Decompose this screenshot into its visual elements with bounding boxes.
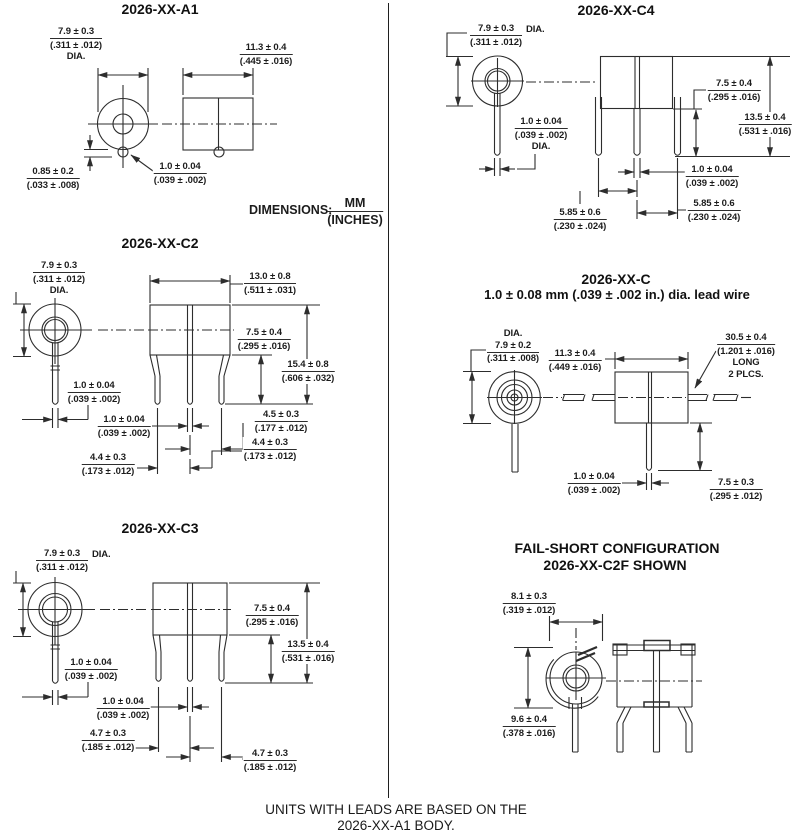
c4-side-view bbox=[596, 57, 681, 156]
in-value: (.039 ± .002) bbox=[96, 709, 150, 721]
in-value: (.039 ± .002) bbox=[567, 484, 621, 496]
dim-c4-standoff bbox=[707, 78, 762, 103]
mm-value: 7.9 ± 0.3 bbox=[33, 260, 85, 273]
mm-value: 4.5 ± 0.3 bbox=[255, 409, 308, 422]
dim-c-lead-dia bbox=[567, 471, 622, 496]
mm-value: 1.0 ± 0.04 bbox=[568, 471, 621, 484]
fail-short-clip-arc bbox=[546, 659, 598, 708]
in-value: (.378 ± .016) bbox=[502, 727, 556, 739]
in-value: (.531 ± .016) bbox=[281, 652, 335, 664]
dia-suffix: DIA. bbox=[49, 285, 69, 296]
in-value: (.039 ± .002) bbox=[97, 427, 151, 439]
dim-c4-lead-dia bbox=[685, 164, 740, 189]
in-value: (.311 ± .012) bbox=[470, 36, 522, 48]
mm-value: 4.4 ± 0.3 bbox=[244, 437, 297, 450]
dim-c-lead-length bbox=[716, 332, 776, 380]
dim-c2-total-height bbox=[281, 359, 336, 384]
in-value: (.039 ± .002) bbox=[64, 670, 118, 682]
in-value: (.311 ± .012) bbox=[50, 39, 102, 51]
dim-a1-body-length bbox=[239, 42, 294, 67]
mm-value: 5.85 ± 0.6 bbox=[688, 198, 741, 211]
in-value: (.173 ± .012) bbox=[243, 450, 297, 462]
in-value: (.230 ± .024) bbox=[687, 211, 741, 223]
in-value: (.033 ± .008) bbox=[26, 179, 80, 191]
mm-value: 1.0 ± 0.04 bbox=[686, 164, 739, 177]
dim-c4-body-dia bbox=[469, 23, 545, 48]
axial-lead-break-left bbox=[563, 395, 586, 401]
mm-value: 7.9 ± 0.2 bbox=[487, 340, 539, 353]
c3-title: 2026-XX-C3 bbox=[121, 520, 199, 536]
in-value: (.039 ± .002) bbox=[153, 174, 207, 186]
dim-c2-pitch-right bbox=[254, 409, 309, 434]
footnote-line1: UNITS WITH LEADS ARE BASED ON THE bbox=[265, 802, 527, 817]
mm-value: 4.4 ± 0.3 bbox=[82, 452, 135, 465]
dim-a1-body-dia bbox=[49, 26, 103, 63]
dim-c3-standoff bbox=[245, 603, 300, 628]
dim-c4-pitch-left bbox=[553, 207, 608, 232]
dim-c3-pitch-left bbox=[81, 728, 136, 753]
in-value: (.185 ± .012) bbox=[81, 741, 135, 753]
c-subtitle: 1.0 ± 0.08 mm (.039 ± .002 in.) dia. lead wire bbox=[484, 287, 750, 302]
mm-value: 4.7 ± 0.3 bbox=[82, 728, 135, 741]
mm-value: 13.5 ± 0.4 bbox=[282, 639, 335, 652]
dim-c3-center-lead-dia bbox=[96, 696, 151, 721]
dim-c3-total-height bbox=[281, 639, 336, 664]
mm-value: 7.9 ± 0.3 bbox=[50, 26, 102, 39]
in-value: (.230 ± .024) bbox=[553, 220, 607, 232]
dia-suffix: DIA. bbox=[503, 328, 523, 339]
dim-c3-body-dia bbox=[35, 548, 111, 573]
dim-f-height bbox=[502, 714, 557, 739]
in-value: (.606 ± .032) bbox=[281, 372, 335, 384]
dia-suffix: DIA. bbox=[525, 24, 545, 35]
dimensions-label: DIMENSIONS: bbox=[249, 203, 333, 217]
fail-short-title-line1: FAIL-SHORT CONFIGURATION bbox=[514, 540, 720, 556]
mm-value: 11.3 ± 0.4 bbox=[549, 348, 602, 361]
mm-value: 11.3 ± 0.4 bbox=[240, 42, 293, 55]
in-value: (.039 ± .002) bbox=[685, 177, 739, 189]
dim-c4-pitch-right bbox=[687, 198, 742, 223]
mm-value: 1.0 ± 0.04 bbox=[154, 161, 207, 174]
c-front-view bbox=[487, 370, 542, 472]
in-value: (.531 ± .016) bbox=[738, 125, 792, 137]
long-label: LONG bbox=[732, 357, 760, 368]
mm-value: 7.5 ± 0.3 bbox=[710, 477, 763, 490]
a1-side-view bbox=[162, 98, 277, 157]
units-mm: MM bbox=[327, 196, 383, 212]
in-value: (.173 ± .012) bbox=[81, 465, 135, 477]
in-value: (.311 ± .012) bbox=[33, 273, 85, 285]
mm-value: 4.7 ± 0.3 bbox=[244, 748, 297, 761]
dim-c2-center-lead-dia bbox=[97, 414, 152, 439]
f-side-view bbox=[606, 641, 702, 753]
units-fraction bbox=[327, 196, 383, 227]
mm-value: 7.5 ± 0.4 bbox=[708, 78, 761, 91]
dim-c2-front-lead-dia bbox=[67, 380, 122, 405]
fail-short-title-line2: 2026-XX-C2F SHOWN bbox=[543, 557, 687, 573]
mm-value: 5.85 ± 0.6 bbox=[554, 207, 607, 220]
mm-value: 8.1 ± 0.3 bbox=[503, 591, 556, 604]
dim-c-body-length bbox=[548, 348, 603, 373]
mm-value: 1.0 ± 0.04 bbox=[515, 116, 568, 129]
in-value: (.177 ± .012) bbox=[254, 422, 308, 434]
mm-value: 1.0 ± 0.04 bbox=[97, 696, 150, 709]
mm-value: 13.0 ± 0.8 bbox=[244, 271, 296, 284]
dim-a1-tip-height bbox=[26, 166, 81, 191]
in-value: (.039 ± .002) bbox=[67, 393, 121, 405]
footnote-line2: 2026-XX-A1 BODY. bbox=[337, 817, 455, 833]
solder-pellet-tab bbox=[644, 702, 669, 707]
c2-side-view bbox=[148, 305, 234, 404]
c-side-view bbox=[543, 372, 754, 470]
axial-lead-break-right bbox=[713, 395, 738, 401]
in-value: (.295 ± .016) bbox=[237, 340, 291, 352]
dim-c3-front-lead-dia bbox=[64, 657, 119, 682]
mm-value: 0.85 ± 0.2 bbox=[27, 166, 80, 179]
mm-value: 7.5 ± 0.4 bbox=[238, 327, 291, 340]
dim-a1-tip-dia bbox=[153, 161, 208, 186]
dim-c2-body-dia bbox=[32, 260, 86, 297]
dim-c2-body-length bbox=[243, 271, 297, 296]
in-value: (.449 ± .016) bbox=[548, 361, 602, 373]
dim-c4-front-lead-dia bbox=[514, 116, 569, 153]
units-inches: (INCHES) bbox=[327, 213, 383, 227]
dia-suffix: DIA. bbox=[91, 549, 111, 560]
places-label: 2 PLCS. bbox=[728, 368, 764, 380]
c2-title: 2026-XX-C2 bbox=[121, 235, 199, 251]
in-value: (.295 ± .012) bbox=[709, 490, 763, 502]
mm-value: 7.5 ± 0.4 bbox=[246, 603, 299, 616]
a1-title: 2026-XX-A1 bbox=[121, 1, 199, 17]
in-value: (.295 ± .016) bbox=[707, 91, 761, 103]
in-value: (.511 ± .031) bbox=[244, 284, 296, 296]
mm-value: 1.0 ± 0.04 bbox=[68, 380, 121, 393]
mm-value: 13.5 ± 0.4 bbox=[739, 112, 792, 125]
in-value: (.185 ± .012) bbox=[243, 761, 297, 773]
in-value: (.039 ± .002) bbox=[514, 129, 568, 141]
in-value: (.311 ± .008) bbox=[487, 353, 539, 364]
in-value: (.295 ± .016) bbox=[245, 616, 299, 628]
dim-c3-pitch-right bbox=[243, 748, 298, 773]
dim-c-body-dia bbox=[486, 328, 540, 365]
dia-suffix: DIA. bbox=[531, 141, 551, 152]
dim-c2-standoff bbox=[237, 327, 292, 352]
dim-c-tail-length bbox=[709, 477, 764, 502]
dim-c2-pitch-left-left-label bbox=[81, 452, 136, 477]
mm-value: 30.5 ± 0.4 bbox=[717, 332, 775, 345]
dim-f-width bbox=[502, 591, 557, 616]
dim-c4-total-height bbox=[738, 112, 793, 137]
dia-suffix: DIA. bbox=[66, 51, 86, 62]
mm-value: 7.9 ± 0.3 bbox=[36, 548, 88, 561]
in-value: (.445 ± .016) bbox=[239, 55, 293, 67]
c3-side-view bbox=[151, 583, 231, 681]
mm-value: 7.9 ± 0.3 bbox=[470, 23, 522, 36]
mm-value: 15.4 ± 0.8 bbox=[282, 359, 335, 372]
mm-value: 9.6 ± 0.4 bbox=[503, 714, 556, 727]
mm-value: 1.0 ± 0.04 bbox=[98, 414, 151, 427]
in-value: (.319 ± .012) bbox=[502, 604, 556, 616]
c-title: 2026-XX-C bbox=[581, 271, 651, 287]
dim-c2-pitch-left-right-label bbox=[243, 437, 298, 462]
in-value: (.311 ± .012) bbox=[36, 561, 88, 573]
mm-value: 1.0 ± 0.04 bbox=[65, 657, 118, 670]
in-value: (1.201 ± .016) bbox=[717, 345, 775, 357]
c4-title: 2026-XX-C4 bbox=[577, 2, 655, 18]
